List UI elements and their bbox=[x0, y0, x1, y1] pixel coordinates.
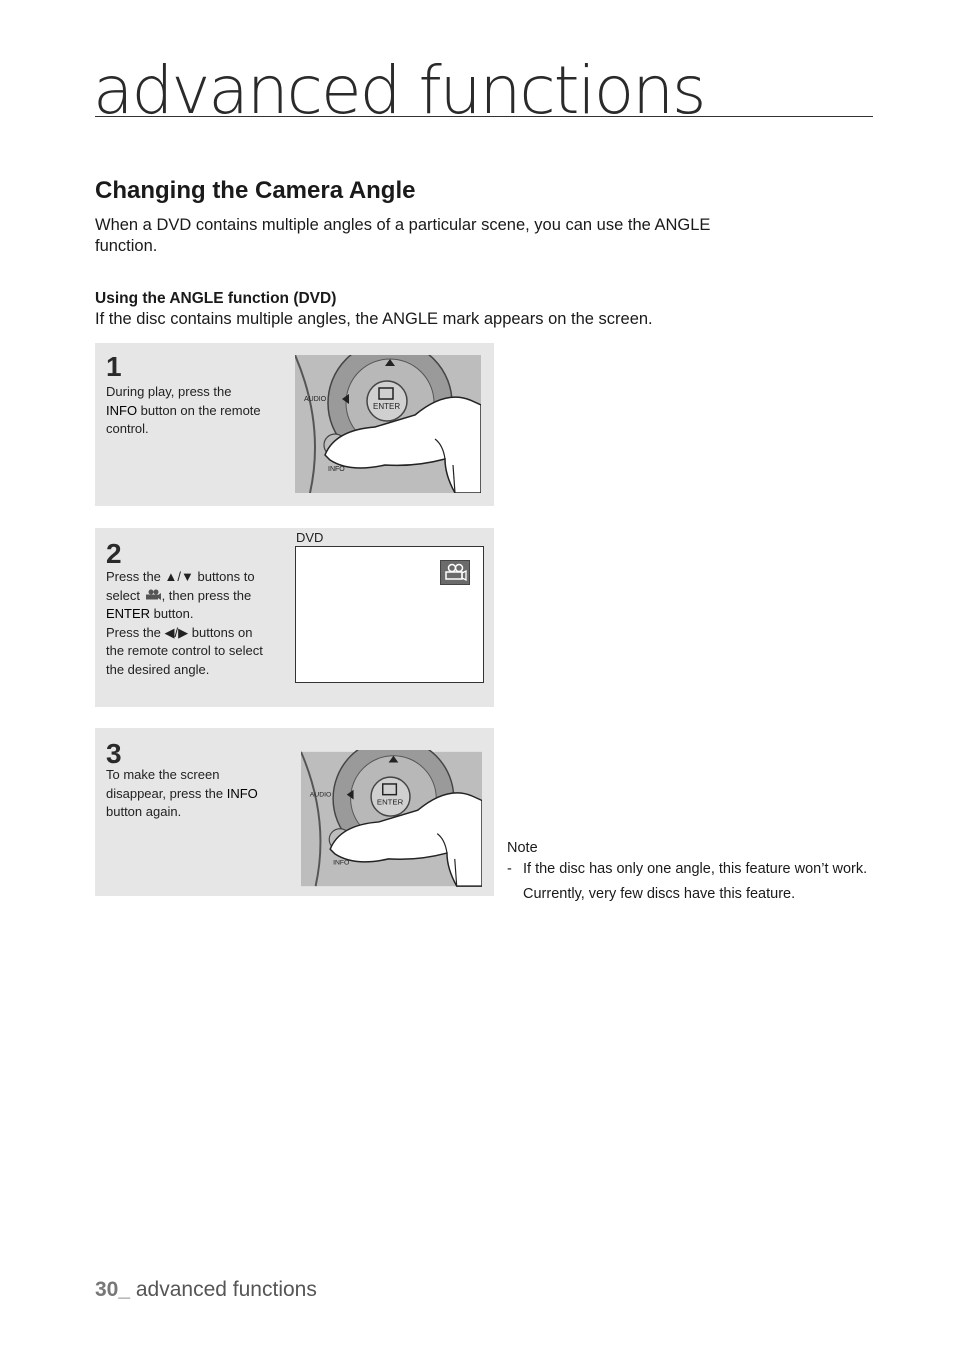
enter-key-label: ENTER bbox=[106, 606, 151, 621]
note-bullet: - bbox=[507, 861, 512, 877]
page-number: 30_ bbox=[95, 1278, 131, 1301]
step-text-part: button on the remote control. bbox=[106, 402, 261, 436]
dvd-screen-preview bbox=[295, 546, 484, 683]
step-1-panel bbox=[95, 343, 494, 506]
note-text: If the disc has only one angle, this feature won’t work. Currently, very few discs have this feature. bbox=[523, 861, 868, 902]
step-instruction bbox=[106, 568, 266, 679]
section-title: Changing the Camera Angle bbox=[95, 177, 416, 204]
angle-mark-icon bbox=[440, 560, 470, 585]
step-text-part: , then press the bbox=[161, 587, 252, 603]
note-body bbox=[507, 857, 877, 907]
step-text-part: Press the ▲/▼ buttons to select bbox=[106, 569, 255, 603]
step-text-part: Press the ◀/▶ buttons on the remote control to select the desired angle. bbox=[106, 624, 263, 677]
dvd-screen-label: DVD bbox=[296, 530, 324, 545]
step-number: 1 bbox=[106, 351, 122, 382]
step-2-panel bbox=[95, 528, 494, 707]
step-number: 2 bbox=[106, 538, 122, 569]
enter-key-label: ENTER bbox=[376, 797, 404, 807]
step-text-part: During play, press the bbox=[106, 384, 232, 399]
remote-control-illustration bbox=[295, 355, 481, 493]
step-instruction bbox=[106, 383, 266, 439]
subsection-title: Using the ANGLE function (DVD) bbox=[95, 290, 337, 307]
info-key-label: INFO bbox=[106, 402, 138, 418]
chapter-title-rule bbox=[95, 116, 873, 117]
step-instruction bbox=[106, 766, 271, 822]
audio-key-label: AUDIO bbox=[304, 396, 327, 403]
step-text-part: button. bbox=[150, 606, 194, 621]
remote-control-illustration bbox=[301, 750, 482, 888]
enter-key-label: ENTER bbox=[373, 402, 401, 411]
section-intro: When a DVD contains multiple angles of a particular scene, you can use the ANGLE function. bbox=[95, 216, 711, 255]
info-key-label: INFO bbox=[226, 785, 258, 801]
step-3-panel bbox=[95, 728, 494, 896]
chapter-title: advanced functions bbox=[93, 52, 705, 129]
note-title: Note bbox=[507, 840, 538, 856]
footer-label: advanced functions bbox=[130, 1278, 317, 1301]
audio-key-label: AUDIO bbox=[309, 791, 332, 799]
step-number: 3 bbox=[106, 738, 122, 769]
info-key-label: INFO bbox=[333, 859, 350, 867]
page-footer bbox=[95, 1278, 317, 1302]
angle-icon bbox=[144, 588, 162, 600]
step-text-part: button again. bbox=[106, 804, 182, 819]
step-text-part: To make the screen disappear, press the bbox=[106, 767, 227, 801]
subsection-description: If the disc contains multiple angles, the ANGLE mark appears on the screen. bbox=[95, 310, 653, 328]
info-key-label: INFO bbox=[328, 466, 345, 473]
